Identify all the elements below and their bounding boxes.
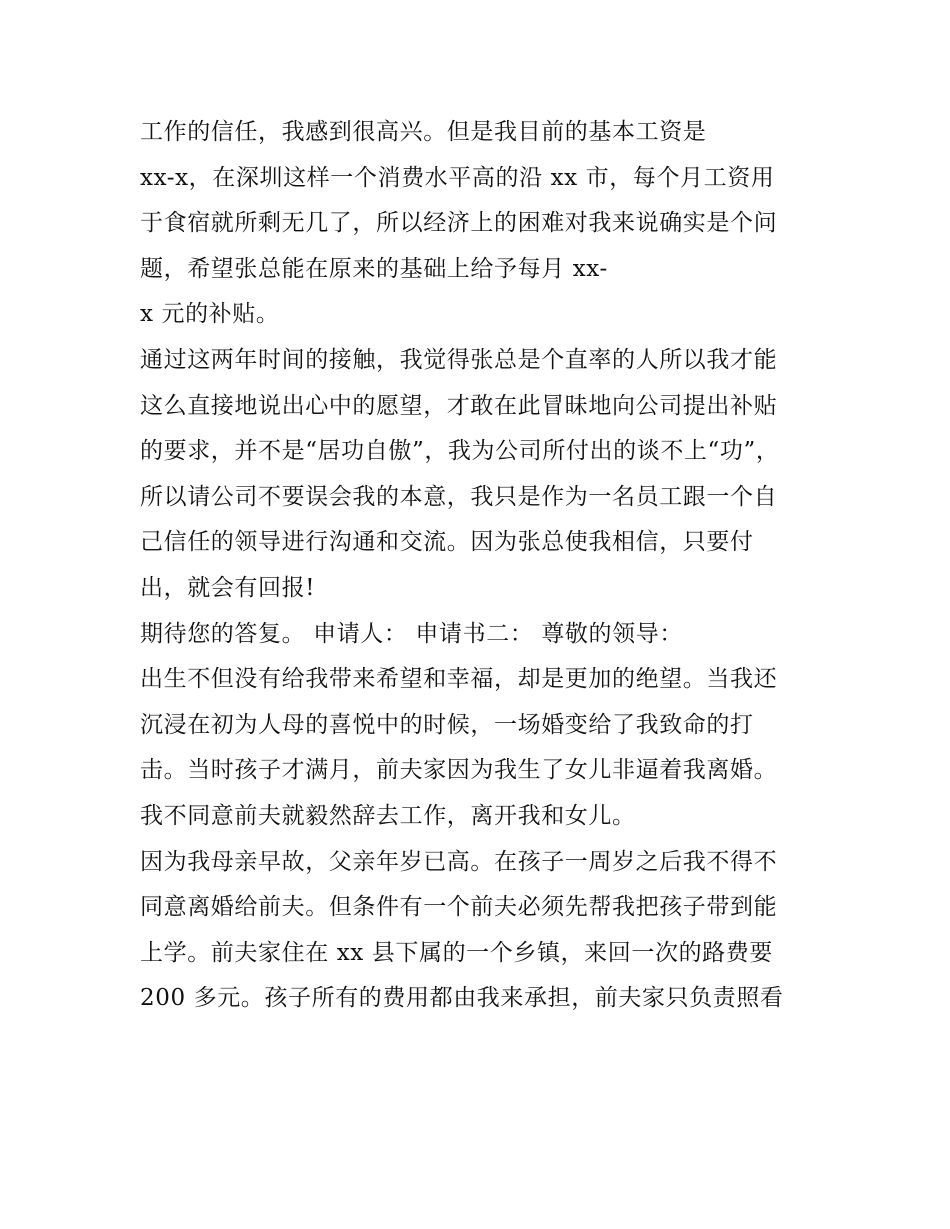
text-line: x 元的补贴。 (140, 301, 280, 328)
text-line: 200 多元。孩子所有的费用都由我来承担，前夫家只负责照看 (140, 985, 784, 1012)
text-line: 这么直接地说出心中的愿望，才敢在此冒昧地向公司提出补贴 (140, 392, 778, 419)
text-line: 沉浸在初为人母的喜悦中的时候，一场婚变给了我致命的打 (140, 711, 754, 738)
text-line: 我不同意前夫就毅然辞去工作，离开我和女儿。 (140, 802, 636, 829)
text-line: 因为我母亲早故，父亲年岁已高。在孩子一周岁之后我不得不 (140, 848, 778, 875)
text-line: 上学。前夫家住在 xx 县下属的一个乡镇，来回一次的路费要 (140, 939, 773, 966)
document-body (140, 110, 830, 1022)
text-line: 己信任的领导进行沟通和交流。因为张总使我相信，只要付 (140, 529, 754, 556)
text-line: xx-x，在深圳这样一个消费水平高的沿 xx 市，每个月工资用 (140, 164, 775, 191)
text-line: 同意离婚给前夫。但条件有一个前夫必须先帮我把孩子带到能 (140, 894, 778, 921)
text-line: 的要求，并不是“居功自傲”，我为公司所付出的谈不上“功”， (140, 438, 780, 465)
text-line: 工作的信任，我感到很高兴。但是我目前的基本工资是 (140, 119, 707, 145)
text-line: 于食宿就所剩无几了，所以经济上的困难对我来说确实是个问 (140, 210, 778, 237)
text-line: 通过这两年时间的接触，我觉得张总是个直率的人所以我才能 (140, 346, 778, 373)
text-line: 出，就会有回报! (140, 574, 316, 601)
text-line: 题，希望张总能在原来的基础上给予每月 xx- (140, 255, 608, 282)
text-line: 期待您的答复。 申请人： 申请书二： 尊敬的领导： (140, 620, 683, 647)
text-line: 所以请公司不要误会我的本意，我只是作为一名员工跟一个自 (140, 483, 778, 510)
text-line: 击。当时孩子才满月，前夫家因为我生了女儿非逼着我离婚。 (140, 757, 778, 784)
text-line: 出生不但没有给我带来希望和幸福，却是更加的绝望。当我还 (140, 666, 778, 693)
